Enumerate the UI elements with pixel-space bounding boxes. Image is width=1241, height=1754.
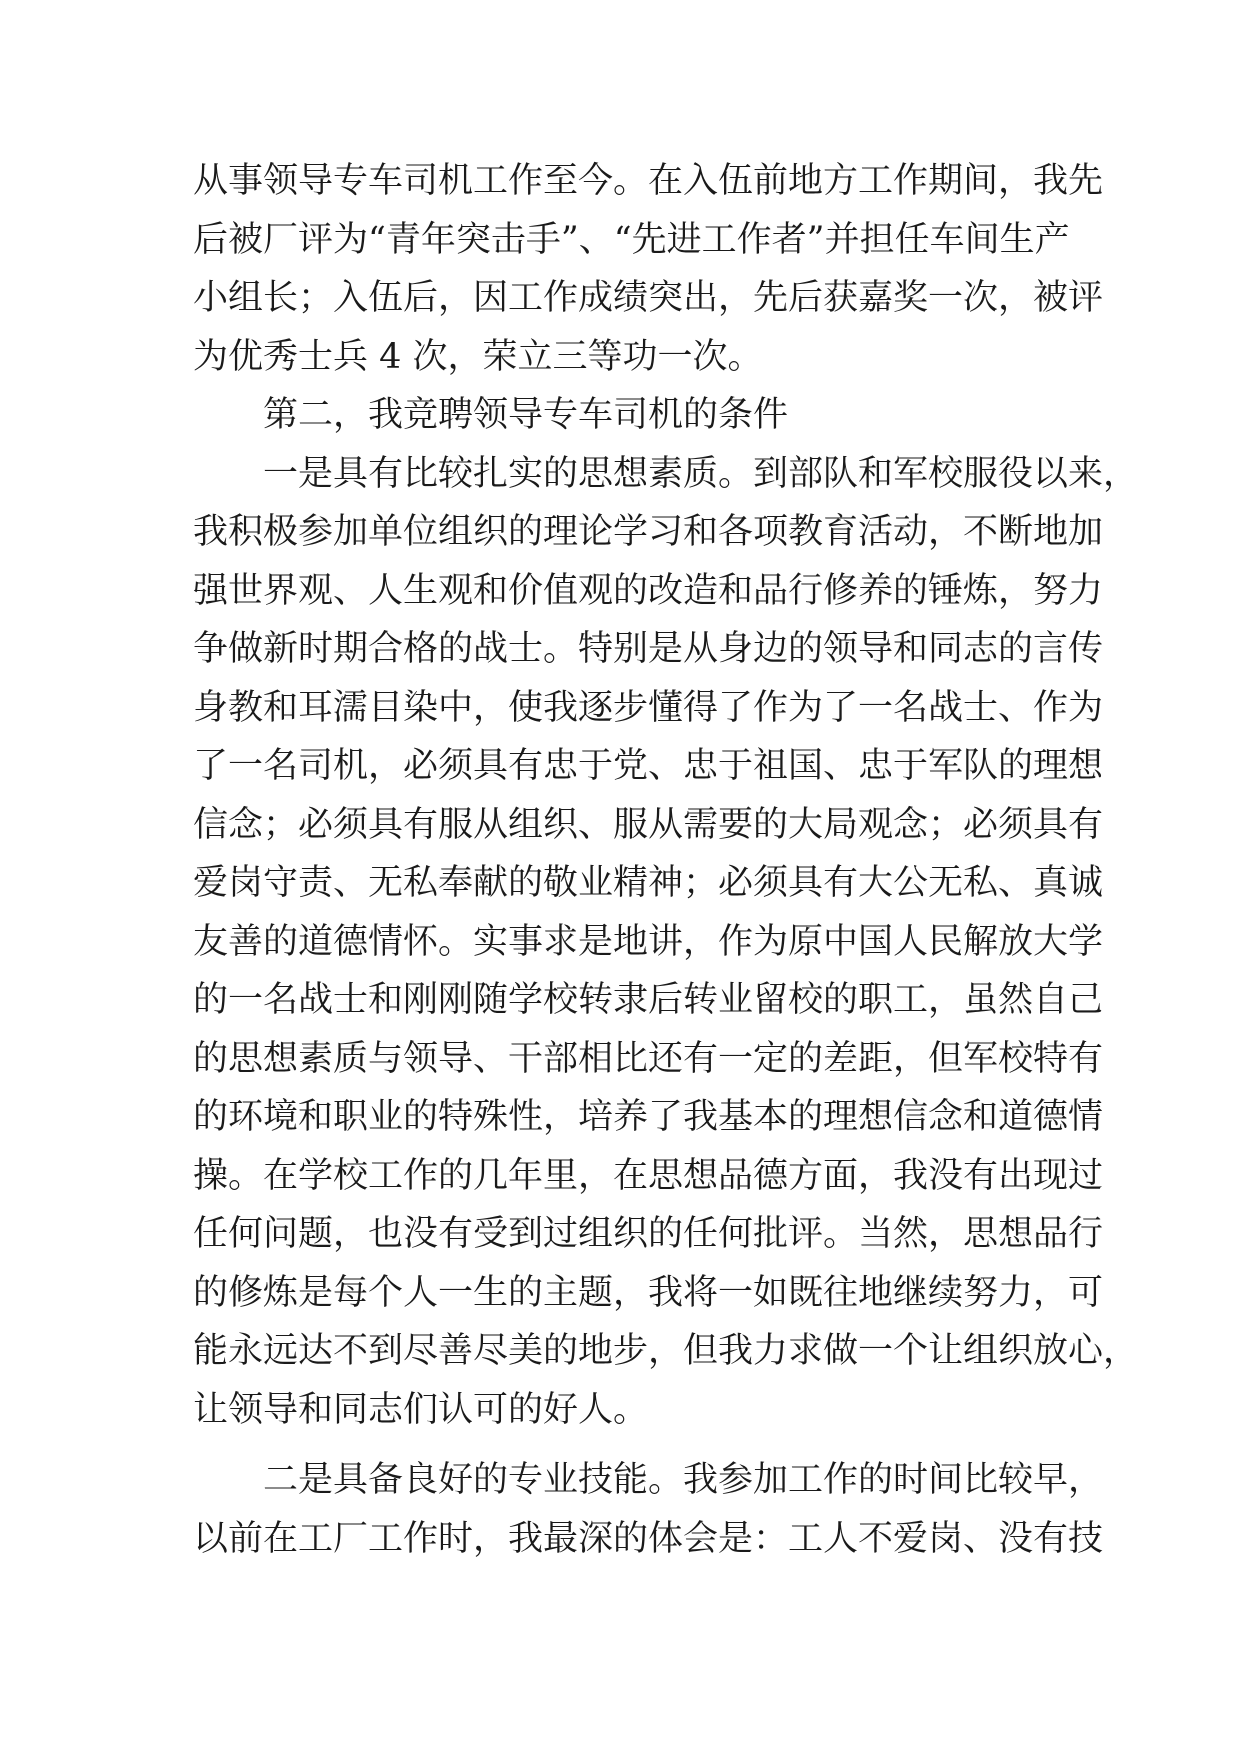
text-line: 操。在学校工作的几年里，在思想品德方面，我没有出现过 (193, 1155, 1104, 1196)
text-line: 了一名司机，必须具有忠于党、忠于祖国、忠于军队的理想 (193, 746, 1104, 786)
paragraph (193, 1451, 1104, 1568)
text-line: 的环境和职业的特殊性，培养了我基本的理想信念和道德情 (193, 1097, 1104, 1137)
text-line: 小组长；入伍后，因工作成绩突出，先后获嘉奖一次，被评 (193, 278, 1104, 318)
document-body (193, 152, 1139, 1568)
text-line: 争做新时期合格的战士。特别是从身边的领导和同志的言传 (193, 629, 1104, 669)
text-line: 身教和耳濡目染中，使我逐步懂得了作为了一名战士、作为 (193, 687, 1104, 728)
text-line: 以前在工厂工作时，我最深的体会是：工人不爱岗、没有技 (193, 1518, 1104, 1559)
paragraph (193, 152, 1104, 386)
text-line: 信念；必须具有服从组织、服从需要的大局观念；必须具有 (193, 804, 1104, 845)
text-line: 为优秀士兵 4 次，荣立三等功一次。 (193, 336, 763, 377)
text-line: 的思想素质与领导、干部相比还有一定的差距，但军校特有 (193, 1038, 1104, 1079)
section-heading (193, 386, 1053, 445)
text-line: 二是具备良好的专业技能。我参加工作的时间比较早， (263, 1460, 1104, 1500)
text-line: 我积极参加单位组织的理论学习和各项教育活动，不断地加 (193, 512, 1104, 552)
text-line: 的修炼是每个人一生的主题，我将一如既往地继续努力，可 (193, 1272, 1104, 1313)
text-line: 能永远达不到尽善尽美的地步，但我力求做一个让组织放心， (193, 1331, 1139, 1371)
text-line: 强世界观、人生观和价值观的改造和品行修养的锤炼，努力 (193, 570, 1104, 611)
text-line: 从事领导专车司机工作至今。在入伍前地方工作期间，我先 (193, 161, 1104, 201)
text-line: 的一名战士和刚刚随学校转隶后转业留校的职工，虽然自己 (193, 980, 1104, 1020)
text-line: 友善的道德情怀。实事求是地讲，作为原中国人民解放大学 (193, 921, 1104, 962)
text-line: 任何问题，也没有受到过组织的任何批评。当然，思想品行 (193, 1214, 1104, 1254)
paragraph-spacer (193, 1439, 1053, 1451)
paragraph (193, 445, 1139, 1440)
text-line: 一是具有比较扎实的思想素质。到部队和军校服役以来， (263, 453, 1139, 494)
text-line: 爱岗守责、无私奉献的敬业精神；必须具有大公无私、真诚 (193, 863, 1104, 903)
heading-text: 第二，我竞聘领导专车司机的条件 (263, 395, 789, 435)
text-line: 后被厂评为“青年突击手”、“先进工作者”并担任车间生产 (193, 219, 1070, 260)
text-line: 让领导和同志们认可的好人。 (193, 1389, 649, 1430)
